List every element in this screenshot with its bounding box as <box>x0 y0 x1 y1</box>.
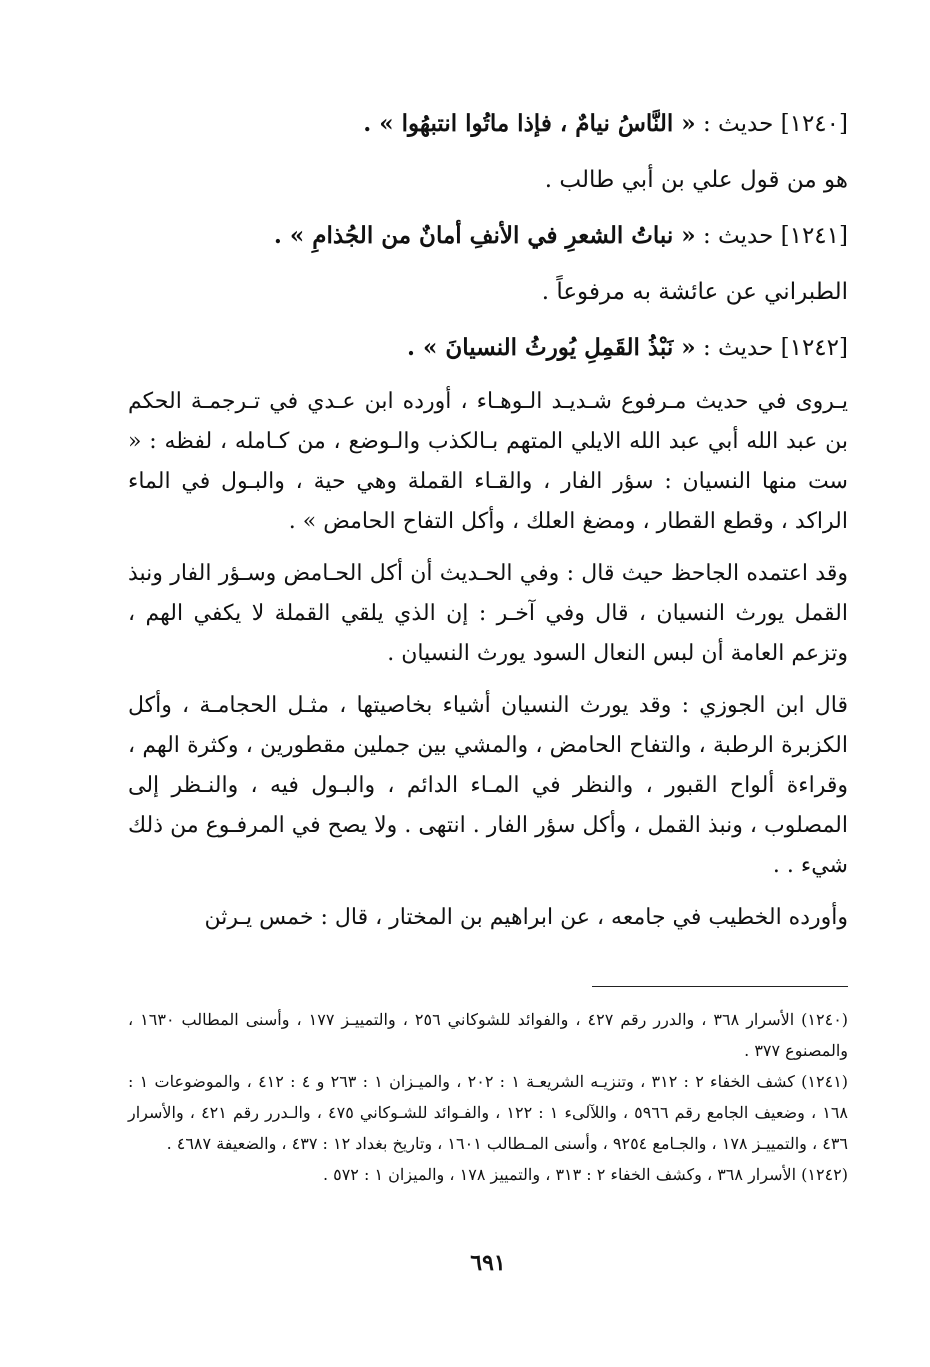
footnote-divider <box>592 986 848 987</box>
hadith-heading-1242 <box>128 320 848 376</box>
hadith-text: « نباتُ الشعرِ في الأنفِ أمانٌ من الجُذامِ » . <box>273 222 696 249</box>
hadith-number: [١٢٤١] حديث : <box>702 223 848 249</box>
footnotes <box>128 1004 848 1190</box>
commentary-paragraph-4: وأورده الخطيب في جامعه ، عن ابراهيم بن المختار ، قال : خمس يـرثن <box>204 905 848 930</box>
commentary-paragraph-3: قال ابن الجوزي : وقد يورث النسيان أشياء بخاصيتها ، مثـل الحجامـة ، وأكل الكزبرة الرطبة ، والتفاح الحامض ، والمشي بين جملين مقطورين ، وكثرة الهم ، وقراءة ألواح القبور ، والنظر في المـاء الدائم ، والبـول فيه ، والنـظر إلى المصلوب ، ونبذ القمل ، وأكل سؤر الفار . انتهى . ولا يصح في المرفـوع من ذلك شيء . . <box>128 693 848 878</box>
commentary-paragraph-1: يـروى في حديث مـرفوع شـديـد الـوهـاء ، أورده ابن عـدي في تـرجمـة الحكم بن عبد الله أبي عبد الله الايلي المتهم بـالكذب والـوضع ، من كـامله ، لفظه : « ست منها النسيان : سؤر الفار ، والقـاء القملة وهي حية ، والبـول في الماء الراكد ، وقطع القطار ، ومضغ العلك ، وأكل التفاح الحامض » . <box>128 389 848 534</box>
hadith-text: « النَّاسُ نيامٌ ، فإذا ماتُوا انتبهُوا » . <box>363 110 696 137</box>
commentary-paragraph-2: وقد اعتمده الجاحظ حيث قال : وفي الحـديث أن أكل الحـامض وسـؤر الفار ونبذ القمل يورث النسيان ، قال وفي آخـر : إن الذي يلقي القملة لا يكفي الهم ، وتزعم العامة أن لبس النعال السود يورث النسيان . <box>128 561 848 666</box>
hadith-number: [١٢٤٢] حديث : <box>702 335 848 361</box>
hadith-heading-1240 <box>128 96 848 152</box>
page-number: ٦٩١ <box>470 1250 506 1276</box>
hadith-number: [١٢٤٠] حديث : <box>702 111 848 137</box>
footnote-1240: (١٢٤٠) الأسرار ٣٦٨ ، والدرر رقم ٤٢٧ ، والفوائد للشوكاني ٢٥٦ ، والتمييـز ١٧٧ ، وأسنى المطالب ١٦٣٠ ، والمصنوع ٣٧٧ . <box>128 1010 849 1060</box>
footnote-1242: (١٢٤٢) الأسرار ٣٦٨ ، وكشف الخفاء ٢ : ٣١٣ ، والتمييز ١٧٨ ، والميزان ١ : ٥٧٢ . <box>322 1165 848 1184</box>
hadith-note-1241: الطبراني عن عائشة به مرفوعاً . <box>541 279 848 305</box>
hadith-heading-1241 <box>128 208 848 264</box>
hadith-note-1240: هو من قول علي بن أبي طالب . <box>544 167 848 193</box>
footnote-1241: (١٢٤١) كشف الخفاء ٢ : ٣١٢ ، وتنزيـه الشريعـة ١ : ٢٠٢ ، والميـزان ١ : ٢٦٣ و ٤ : ٤١٢ ، والموضوعات ١ : ١٦٨ ، وضعيف الجامع رقم ٥٩٦٦ ، واللآلىء ١ : ١٢٢ ، والفـوائد للشـوكاني ٤٧٥ ، والـدرر رقم ٤٢١ ، والأسرار ٤٣٦ ، والتمييـز ١٧٨ ، والجـامع ٩٢٥٤ ، وأسنى المـطالب ١٦٠١ ، وتاريخ بغداد ١٢ : ٤٣٧ ، والضعيفة ٤٦٨٧ . <box>128 1072 849 1153</box>
page-content <box>128 96 848 1307</box>
hadith-text: « نَبْذُ القَمِلِ يُورثُ النسيانَ » . <box>406 334 696 361</box>
